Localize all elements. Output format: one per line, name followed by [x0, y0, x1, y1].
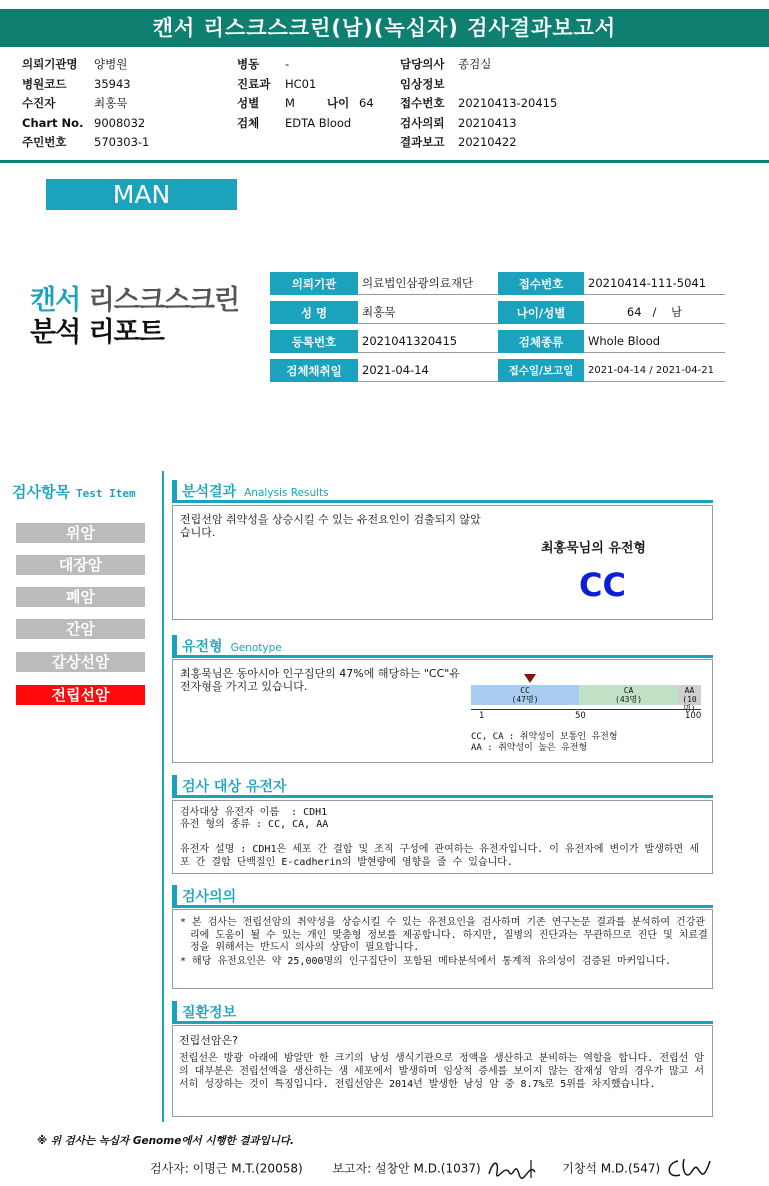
meta-label: 주민번호 [22, 135, 67, 149]
table-key: 접수일/보고일 [498, 359, 584, 382]
gender-banner: MAN [46, 179, 237, 210]
table-value: 2021-04-14 [358, 359, 498, 382]
section-title-en: Genotype [230, 642, 282, 654]
meta-row [237, 114, 397, 134]
tick-label: 100 [685, 711, 702, 721]
table-row [270, 272, 725, 295]
meta-value-age: 64 [359, 96, 374, 110]
table-key: 접수번호 [498, 272, 584, 295]
meta-label: 수진자 [22, 96, 56, 110]
meta-value: HC01 [285, 76, 317, 91]
meta-label: 병원코드 [22, 76, 67, 91]
genotype-caption: 최홍묵님의 유전형 [541, 541, 646, 556]
meta-row [400, 55, 600, 75]
genotype-result: CC [579, 566, 626, 604]
header-divider [0, 160, 769, 163]
genotype-box [172, 659, 713, 763]
brand-line-2: 분석 리포트 [30, 317, 164, 348]
table-key: 등록번호 [270, 330, 358, 353]
tick-label: 50 [575, 711, 586, 721]
meta-value: - [285, 57, 290, 71]
disease-box [172, 1025, 713, 1117]
approver: 기창석 M.D.(547) [562, 1161, 661, 1176]
sidebar-item-liver[interactable]: 간암 [16, 619, 145, 639]
signature-approver-icon [664, 1155, 714, 1183]
meta-label: 결과보고 [400, 135, 445, 149]
section-title [182, 636, 282, 656]
sidebar-title [12, 481, 136, 502]
section-bar [172, 480, 177, 501]
section-analysis-header [172, 478, 713, 503]
section-title-en: Analysis Results [244, 487, 329, 499]
meta-value: EDTA Blood [285, 115, 352, 130]
meta-value: M [285, 96, 295, 110]
bullet-icon: * [180, 917, 193, 928]
meta-value: 20210413 [458, 115, 517, 130]
segment-sub: (10 [682, 695, 697, 704]
bullet-text: 해당 유전요인은 약 25,000명의 인구집단이 포함된 메타분석에서 통계적 유의성이 검증된 마커입니다. [192, 956, 672, 967]
meaning-box [172, 909, 713, 989]
brand-accent: 캔서 [30, 285, 81, 316]
table-key: 나이/성별 [498, 301, 584, 324]
meta-label: 병동 [237, 57, 260, 71]
table-row [270, 330, 725, 353]
segment-cc [471, 685, 579, 705]
disease-text: 전립선은 방광 아래에 밤알만 한 크기의 남성 생식기관으로 정액을 생산하고 분비하는 역할을 합니다. 전립선 암의 대부분은 전립선액을 생산하는 샘 세포에서 발생하며 임상적 증세를 보이지 않는 잠재성 암의 경우가 많고 서서히 성장하는 것이 특징입니다. 전립선암은 2014년 발생한 남성 암 중 8.7%로 5위를 차지했습니다. [179, 1053, 705, 1090]
table-key: 검체종류 [498, 330, 584, 353]
meta-value: 570303-1 [94, 135, 150, 149]
sidebar-divider [162, 471, 164, 1122]
table-row [270, 301, 725, 324]
genotype-text: 최홍묵님은 동아시아 인구집단의 47%에 해당하는 "CC"유전자형을 가지고 있습니다. [180, 667, 460, 693]
section-title: 검사 대상 유전자 [182, 779, 287, 795]
brand-rest: 리스크스크린 [80, 285, 240, 316]
genotype-legend [471, 732, 618, 754]
signature-reporter-icon [485, 1156, 541, 1182]
tick-label: 1 [479, 711, 485, 721]
section-bar [172, 635, 177, 656]
sidebar-item-prostate[interactable]: 전립선암 [16, 685, 145, 705]
table-key: 성 명 [270, 301, 358, 324]
tester: 검사자: 이명근 M.T.(20058) [150, 1161, 303, 1176]
gene-box [172, 800, 713, 874]
table-value: 2021041320415 [358, 330, 498, 353]
segment-row [471, 685, 701, 705]
axis-line [471, 709, 701, 710]
meta-label: 검사의뢰 [400, 115, 445, 130]
meaning-bullet-1 [178, 917, 708, 955]
meta-row [22, 55, 222, 75]
meta-row [400, 114, 600, 134]
analysis-text: 전립선암 취약성을 상승시킬 수 있는 유전요인이 검출되지 않았습니다. [180, 513, 481, 539]
meta-label: 진료과 [237, 76, 271, 91]
signature-line [150, 1155, 714, 1183]
meta-row [22, 133, 222, 153]
meta-row [237, 94, 397, 114]
meta-value: 최홍묵 [94, 96, 128, 110]
segment-label: CC [520, 686, 530, 695]
table-value: 2021-04-14 / 2021-04-21 [584, 359, 725, 382]
meta-value: 종검실 [458, 57, 492, 71]
segment-aa [678, 685, 701, 705]
meta-col-3 [400, 55, 600, 153]
axis-ticks [471, 711, 711, 725]
meta-row [22, 114, 222, 134]
meta-label: 성별 [237, 96, 260, 110]
analysis-box [172, 505, 713, 620]
meta-value: 양병원 [94, 57, 128, 71]
table-value: 64 / 남 [584, 301, 725, 324]
meta-col-1 [22, 55, 222, 153]
meta-label: Chart No. [22, 115, 84, 130]
table-key: 의뢰기관 [270, 272, 358, 295]
section-genotype-header [172, 633, 713, 658]
gene-name: 검사대상 유전자 이름 : CDH1 [180, 807, 328, 818]
sidebar-item-lung[interactable]: 폐암 [16, 587, 145, 607]
meta-label: 의뢰기관명 [22, 57, 78, 71]
sidebar-item-colon[interactable]: 대장암 [16, 555, 145, 575]
section-bar [172, 1001, 177, 1022]
bullet-icon: * [180, 956, 193, 967]
meta-row [22, 94, 222, 114]
meta-label: 검체 [237, 115, 260, 130]
meta-row [400, 94, 600, 114]
meta-label-age: 나이 [327, 96, 350, 110]
footnote: ※ 위 검사는 녹십자 Genome에서 시행한 결과입니다. [37, 1135, 295, 1147]
section-meaning-header [172, 883, 713, 908]
table-row [270, 359, 725, 382]
meta-row [22, 75, 222, 95]
segment-ca [579, 685, 678, 705]
meta-value: 35943 [94, 76, 131, 91]
table-value: 최홍묵 [358, 301, 498, 324]
gene-info [180, 807, 328, 831]
meaning-bullet-2 [178, 956, 708, 969]
gene-description: 유전자 설명 : CDH1은 세포 간 결합 및 조직 구성에 관여하는 유전자입니다. 이 유전자에 변이가 발생하면 세포 간 결합 단백질인 E-cadherin의 발현량에 영향을 줄 수 있습니다. [180, 844, 699, 868]
sidebar-item-thyroid[interactable]: 갑상선암 [16, 652, 145, 672]
meta-col-2 [237, 55, 397, 133]
legend-item: CC, CA : 취약성이 보통인 유전형 [471, 732, 618, 742]
section-title-ko: 유전형 [182, 639, 223, 655]
meta-row [237, 55, 397, 75]
section-title: 검사의의 [182, 889, 237, 905]
section-title: 질환정보 [182, 1005, 237, 1021]
section-gene-header [172, 773, 713, 798]
segment-sub: (43명) [615, 695, 643, 704]
meta-label: 접수번호 [400, 96, 445, 110]
disease-question: 전립선암은? [179, 1034, 238, 1047]
report-title: 캔서 리스크스크린(남)(녹십자) 검사결과보고서 [0, 9, 769, 47]
table-key: 검체채취일 [270, 359, 358, 382]
meta-value: 9008032 [94, 115, 146, 130]
sidebar-item-stomach[interactable]: 위암 [16, 523, 145, 543]
segment-sub: (47명) [511, 695, 539, 704]
bullet-text: 본 검사는 전립선암의 취약성을 상승시킬 수 있는 유전요인을 검사하며 기존 연구논문 결과를 분석하여 건강관리에 도움이 될 수 있는 개인 맞춤형 정보를 제공합니다. 하지만, 질병의 진단과는 무관하므로 진단 및 치료결정을 위해서는 반드시 의사의 상담이 필요합니다. [190, 917, 708, 953]
marker-triangle-icon [524, 674, 536, 683]
reporter: 보고자: 설창안 M.D.(1037) [332, 1161, 481, 1176]
meta-value: 20210422 [458, 135, 517, 149]
gene-types: 유전 형의 종류 : CC, CA, AA [180, 819, 329, 830]
section-disease-header [172, 999, 713, 1024]
legend-item: AA : 취약성이 높은 유전형 [471, 743, 588, 753]
segment-label: CA [623, 686, 634, 695]
meta-label: 담당의사 [400, 57, 445, 71]
table-value: 의료법인삼광의료재단 [358, 272, 498, 295]
table-value: Whole Blood [584, 330, 725, 353]
sidebar-title-en: Test Item [75, 487, 136, 500]
meta-row [400, 133, 600, 153]
section-title-ko: 분석결과 [182, 484, 237, 500]
section-bar [172, 885, 177, 906]
meta-row [400, 75, 600, 95]
table-value: 20210414-111-5041 [584, 272, 725, 295]
meta-value: 20210413-20415 [458, 96, 558, 110]
meta-row [237, 75, 397, 95]
section-bar [172, 775, 177, 796]
section-title [182, 481, 329, 501]
meta-label: 임상정보 [400, 76, 445, 91]
sidebar-title-ko: 검사항목 [12, 483, 70, 501]
segment-label: AA [684, 686, 695, 695]
patient-info-table [270, 266, 725, 388]
